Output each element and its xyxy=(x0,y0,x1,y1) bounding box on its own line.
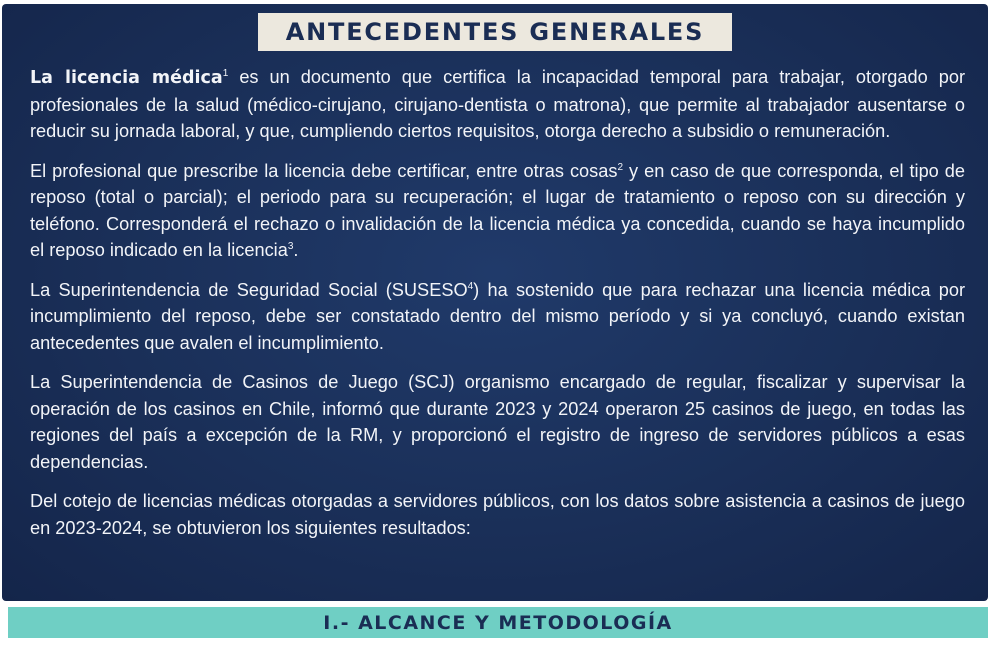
section-header-bar xyxy=(8,607,988,638)
paragraph-text: El profesional que prescribe la licencia debe certificar, entre otras cosas xyxy=(30,160,618,181)
paragraph-profesional xyxy=(30,158,965,264)
paragraph-scj xyxy=(30,369,965,475)
footnote-ref-3: 3 xyxy=(287,241,294,252)
paragraph-text: La Superintendencia de Casinos de Juego (SCJ) organismo encargado de regular, fiscalizar y supervisar la operación de los casinos en Chile, informó que durante 2023 y 2024 operaron 25 casinos de juego, en todas las regiones del país a excepción de la RM, y proporcionó el registro de ingreso de servidores públicos a esas dependencias. xyxy=(30,372,965,472)
section-title: I.- ALCANCE Y METODOLOGÍA xyxy=(323,611,673,634)
body-text xyxy=(30,64,965,554)
lead-term: La licencia médica xyxy=(30,68,223,88)
paragraph-text: ) ha sostenido que para rechazar una licencia médica por incumplimiento del reposo, debe ser constatado dentro del mismo período y si ya concluyó, cuando existan antecedentes que avalen el incumplimiento. xyxy=(30,279,966,353)
footnote-ref-1: 1 xyxy=(222,68,229,79)
paragraph-text: . xyxy=(293,240,299,260)
paragraph-licencia xyxy=(30,64,965,145)
paragraph-text: y en caso de que corresponda, el tipo de reposo (total o parcial); el periodo para su recuperación; el lugar de tratamiento o reposo con su dirección y teléfono. Corresponderá el rechazo o invalidación de la licencia médica ya concedida, cuando se haya incumplido el reposo indicado en la licencia xyxy=(30,160,965,260)
title-box xyxy=(258,13,732,51)
page-title: ANTECEDENTES GENERALES xyxy=(285,18,705,46)
paragraph-cotejo xyxy=(30,488,965,541)
paragraph-text: Del cotejo de licencias médicas otorgadas a servidores públicos, con los datos sobre asistencia a casinos de juego en 2023-2024, se obtuvieron los siguientes resultados: xyxy=(30,491,965,538)
paragraph-text: La Superintendencia de Seguridad Social (SUSESO xyxy=(30,279,468,300)
paragraph-suseso xyxy=(30,277,965,357)
footnote-ref-4: 4 xyxy=(467,280,474,292)
footnote-ref-2: 2 xyxy=(617,161,624,173)
paragraph-text: es un documento que certifica la incapacidad temporal para trabajar, otorgado por profesionales de la salud (médico-cirujano, cirujano-dentista o matrona), que permite al trabajador ausentarse o reducir su jornada laboral, y que, cumpliendo ciertos requisitos, otorga derecho a subsidio o remuneración. xyxy=(30,67,966,141)
